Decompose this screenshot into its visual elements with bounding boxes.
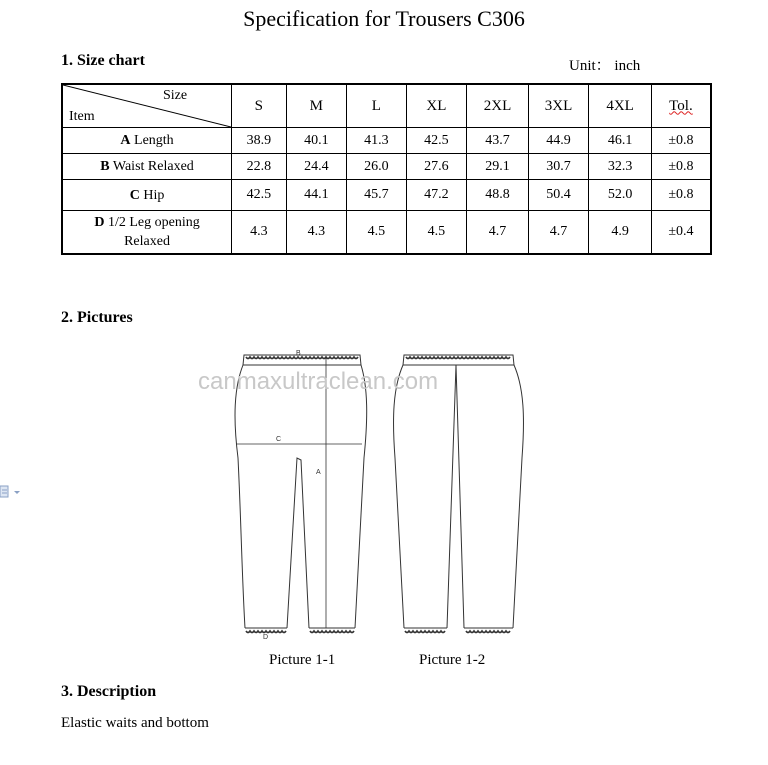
row-label	[62, 128, 232, 154]
column-header: M	[286, 84, 347, 128]
table-cell: 4.3	[286, 211, 347, 255]
document-title: Specification for Trousers C306	[243, 6, 525, 31]
table-header-row	[62, 84, 711, 128]
table-cell: ±0.8	[651, 180, 711, 211]
table-row	[62, 154, 711, 180]
table-cell: 41.3	[347, 128, 407, 154]
table-cell: 38.9	[232, 128, 287, 154]
table-cell: 4.3	[232, 211, 287, 255]
description-text: Elastic waits and bottom	[61, 715, 209, 731]
table-cell: 29.1	[467, 154, 529, 180]
row-label	[62, 211, 232, 255]
picture-caption-2: Picture 1-2	[419, 652, 486, 668]
row-name: 1/2 Leg opening	[107, 215, 200, 230]
table-cell: 42.5	[232, 180, 287, 211]
table-row	[62, 180, 711, 211]
watermark-text: canmaxultraclean.com	[198, 368, 439, 395]
table-cell: 4.9	[589, 211, 652, 255]
row-name: Waist Relaxed	[112, 159, 194, 174]
table-cell: 30.7	[528, 154, 589, 180]
column-header: 2XL	[467, 84, 529, 128]
table-cell: 44.1	[286, 180, 347, 211]
table-cell: 22.8	[232, 154, 287, 180]
tolerance-label: Tol.	[669, 97, 693, 114]
table-cell: 27.6	[406, 154, 467, 180]
table-cell: 40.1	[286, 128, 347, 154]
table-cell: 44.9	[528, 128, 589, 154]
column-header-tolerance	[651, 84, 711, 128]
table-cell: 46.1	[589, 128, 652, 154]
label-d: D	[263, 634, 269, 640]
label-c: C	[276, 436, 282, 443]
column-header: 3XL	[528, 84, 589, 128]
table-cell: 48.8	[467, 180, 529, 211]
table-cell: 24.4	[286, 154, 347, 180]
header-corner-cell	[62, 84, 232, 128]
row-code: D	[94, 215, 105, 230]
table-cell: 42.5	[406, 128, 467, 154]
table-row	[62, 128, 711, 154]
document-dropdown-icon[interactable]	[0, 485, 22, 499]
row-name: Hip	[143, 187, 165, 203]
table-cell: 52.0	[589, 180, 652, 211]
corner-item-label: Item	[69, 109, 95, 124]
column-header: 4XL	[589, 84, 652, 128]
size-chart-heading: 1. Size chart	[61, 52, 145, 69]
column-header: L	[347, 84, 407, 128]
column-header: XL	[406, 84, 467, 128]
pictures-heading: 2. Pictures	[61, 309, 133, 326]
unit-label: Unit： inch	[569, 58, 641, 74]
table-cell: 4.5	[406, 211, 467, 255]
table-cell: 4.7	[467, 211, 529, 255]
table-cell: ±0.8	[651, 128, 711, 154]
table-cell: ±0.4	[651, 211, 711, 255]
row-code: A	[120, 133, 131, 148]
row-name-line2: Relaxed	[124, 234, 170, 249]
table-cell: 32.3	[589, 154, 652, 180]
description-heading: 3. Description	[61, 683, 157, 700]
row-code: B	[100, 159, 110, 174]
label-b: B	[296, 350, 301, 357]
row-label	[62, 154, 232, 180]
label-a: A	[316, 469, 321, 476]
column-header: S	[232, 84, 287, 128]
table-cell: ±0.8	[651, 154, 711, 180]
row-code: C	[129, 187, 140, 203]
table-cell: 26.0	[347, 154, 407, 180]
table-row	[62, 211, 711, 255]
corner-size-label: Size	[162, 88, 188, 103]
table-cell: 43.7	[467, 128, 529, 154]
table-cell: 4.5	[347, 211, 407, 255]
table-cell: 47.2	[406, 180, 467, 211]
table-cell: 45.7	[347, 180, 407, 211]
size-chart-table	[61, 83, 712, 255]
table-cell: 4.7	[528, 211, 589, 255]
row-name: Length	[134, 133, 174, 148]
picture-caption-1: Picture 1-1	[269, 652, 336, 668]
row-label	[62, 180, 232, 211]
table-cell: 50.4	[528, 180, 589, 211]
